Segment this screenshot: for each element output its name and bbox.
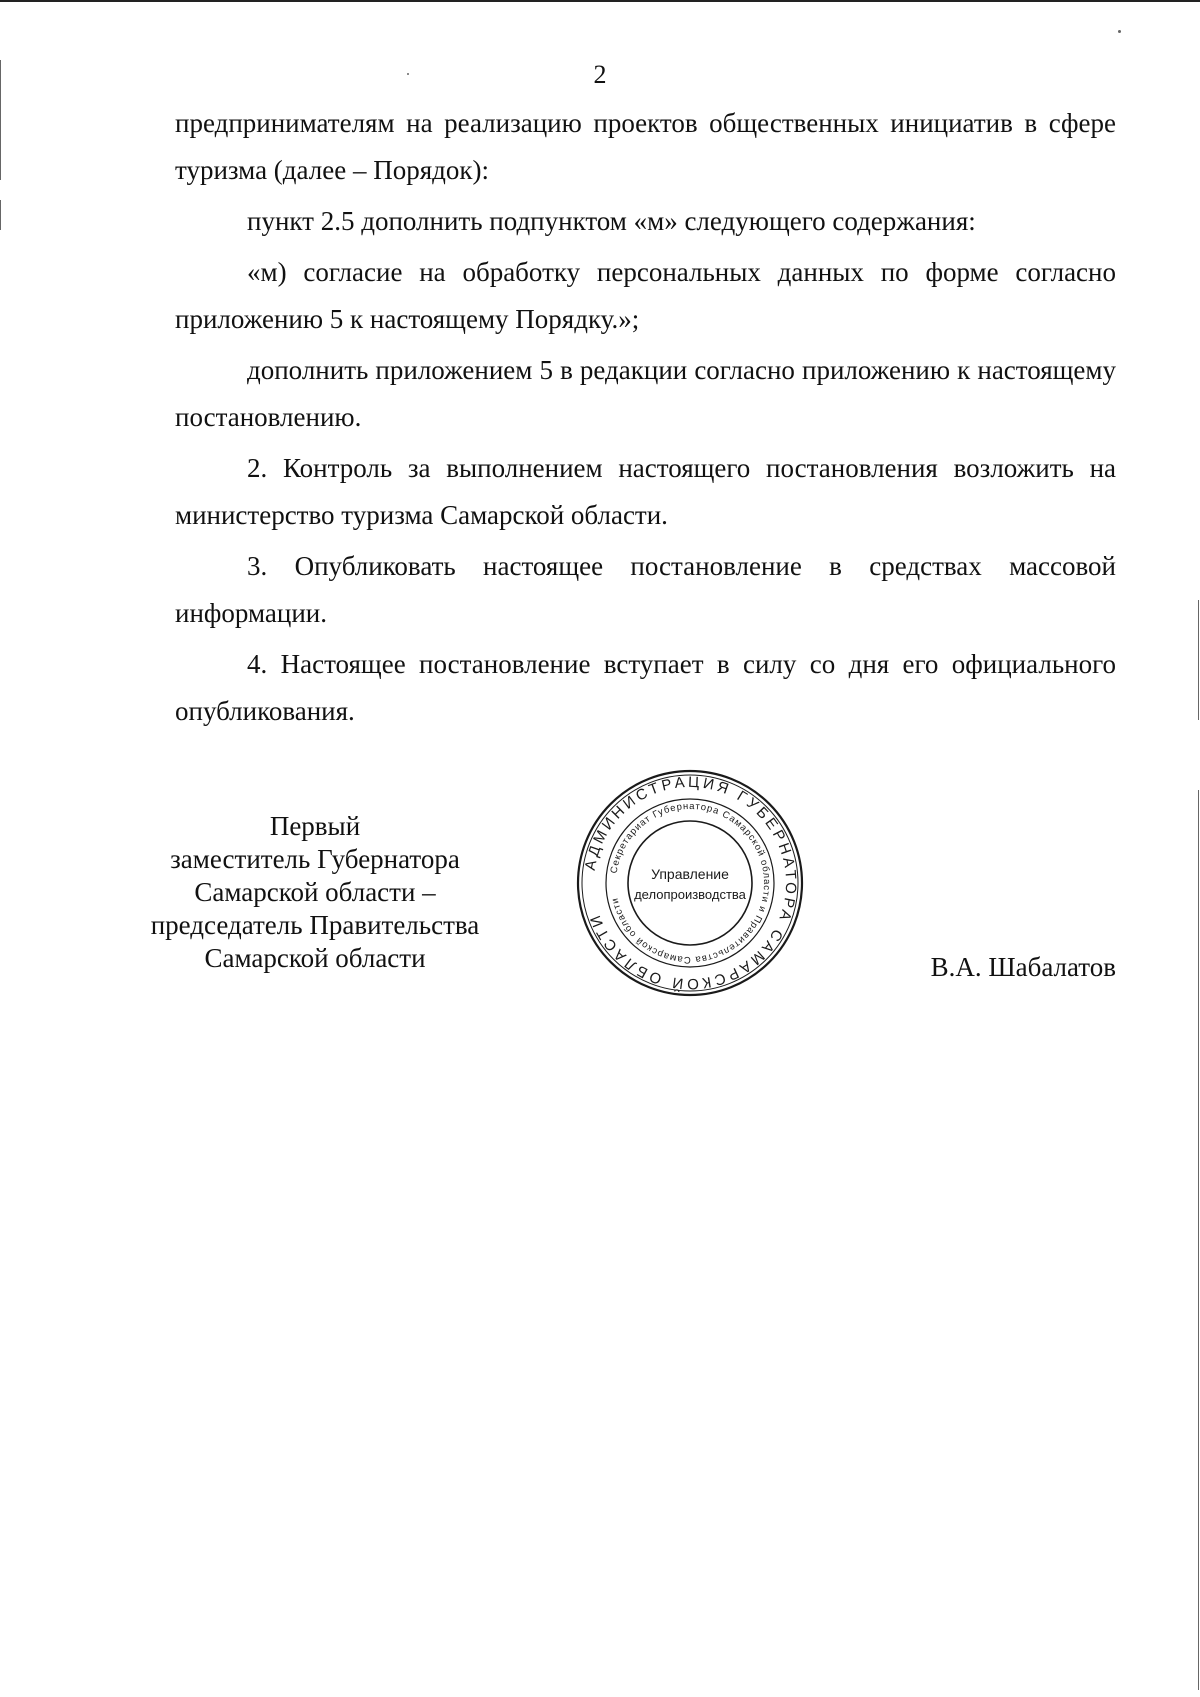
seal-outer-text: АДМИНИСТРАЦИЯ ГУБЕРНАТОРА САМАРСКОЙ ОБЛАСТИ <box>581 773 800 993</box>
paragraph: предпринимателям на реализацию проектов общественных инициатив в сфере туризма (далее – Порядок): <box>175 108 1116 185</box>
seal-middle-ring <box>606 799 774 967</box>
document-body <box>175 100 1116 739</box>
signatory-position <box>130 810 500 975</box>
paragraph: пункт 2.5 дополнить подпунктом «м» следующего содержания: <box>247 206 976 236</box>
paragraph: 2. Контроль за выполнением настоящего постановления возложить на министерство туризма Самарской области. <box>175 453 1116 530</box>
scan-dot <box>1118 30 1121 33</box>
paragraph: 4. Настоящее постановление вступает в силу со дня его официального опубликования. <box>175 649 1116 726</box>
position-line: председатель Правительства <box>150 910 480 940</box>
scan-edge-mark <box>1198 790 1199 1690</box>
scan-edge-mark <box>1198 600 1199 720</box>
position-line: заместитель Губернатора <box>170 844 460 874</box>
paragraph: дополнить приложением 5 в редакции согласно приложению к настоящему постановлению. <box>175 355 1116 432</box>
scan-edge-mark <box>0 200 1 230</box>
seal-center-line: Управление <box>651 866 729 882</box>
seal-inner-ring <box>628 821 752 945</box>
paragraph: 3. Опубликовать настоящее постановление в средствах массовой информации. <box>175 551 1116 628</box>
position-line: Самарской области <box>204 943 426 973</box>
top-border-line <box>0 0 1200 2</box>
page-number: 2 <box>593 60 607 89</box>
official-seal <box>575 768 805 998</box>
signer-name: В.А. Шабалатов <box>930 952 1116 982</box>
position-line: Первый <box>269 811 361 841</box>
position-line: Самарской области – <box>194 877 436 907</box>
seal-inner-text: Секретариат Губернатора Самарской области и Правительства Самарской области <box>608 800 773 966</box>
seal-center-line: делопроизводства <box>634 887 746 902</box>
paragraph: «м) согласие на обработку персональных данных по форме согласно приложению 5 к настоящему Порядку.»; <box>175 257 1116 334</box>
